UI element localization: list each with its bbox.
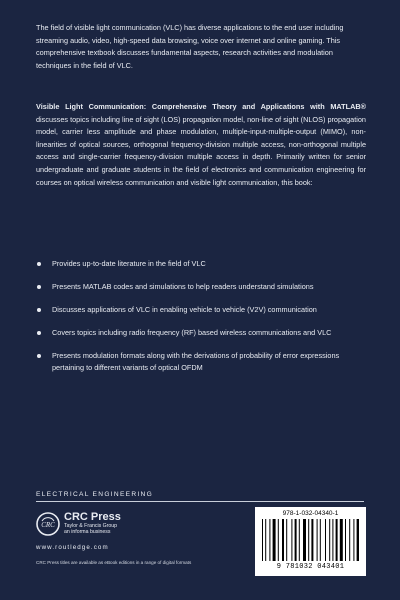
- isbn-text: 978-1-032-04340-1: [282, 510, 339, 517]
- isbn-barcode: [255, 507, 366, 576]
- publisher-business: an informa business: [64, 529, 111, 536]
- list-item: Discusses applications of VLC in enabling vehicle to vehicle (V2V) communication: [36, 304, 366, 316]
- subject-category: ELECTRICAL ENGINEERING: [36, 491, 154, 498]
- description-paragraph: [36, 101, 366, 189]
- list-item: Presents modulation formats along with the derivations of probability of error expressions pertaining to different variants of optical OFDM: [36, 350, 366, 375]
- divider: [36, 501, 364, 502]
- publisher-name: CRC Press: [64, 511, 121, 523]
- ebook-footnote: CRC Press titles are available as eBook editions in a range of digital formats: [36, 560, 192, 565]
- list-item: Presents MATLAB codes and simulations to help readers understand simulations: [36, 281, 366, 293]
- barcode-bars: [262, 519, 359, 561]
- crc-press-logo-icon: [36, 512, 60, 536]
- description-text: discusses topics including line of sight (LOS) propagation model, non-line of sight (NLOS) propagation model, carrier less amplitude and phase modulation, multiple-input-multiple-output (MIMO), non-linearities of optical sources, orthogonal frequency-division multiple access, non-orthogonal multiple access and single-carrier frequency-division multiple access in depth. Primarily written for senior undergraduate and graduate students in the field of electronics and communication engineering for courses on optical wireless communication and visible light communication, this book:: [36, 114, 366, 187]
- publisher-url: www.routledge.com: [36, 544, 109, 551]
- logo-lettering: CRC: [41, 521, 55, 529]
- publisher-group: Taylor & Francis Group: [64, 523, 118, 529]
- barcode-number: 9 781032 043401: [276, 563, 345, 571]
- publisher-block: [64, 511, 121, 536]
- intro-paragraph: The field of visible light communication (VLC) has diverse applications to the end user including streaming audio, video, high-speed data browsing, voice over internet and online gaming. This comprehensive textbook discusses fundamental aspects, research activities and modulation techniques in the field of VLC.: [36, 23, 344, 70]
- feature-list: [36, 258, 366, 385]
- list-item: Covers topics including radio frequency (RF) based wireless communications and VLC: [36, 327, 366, 339]
- list-item: Provides up-to-date literature in the field of VLC: [36, 258, 366, 270]
- book-title: Visible Light Communication: Comprehensive Theory and Applications with MATLAB®: [36, 102, 366, 111]
